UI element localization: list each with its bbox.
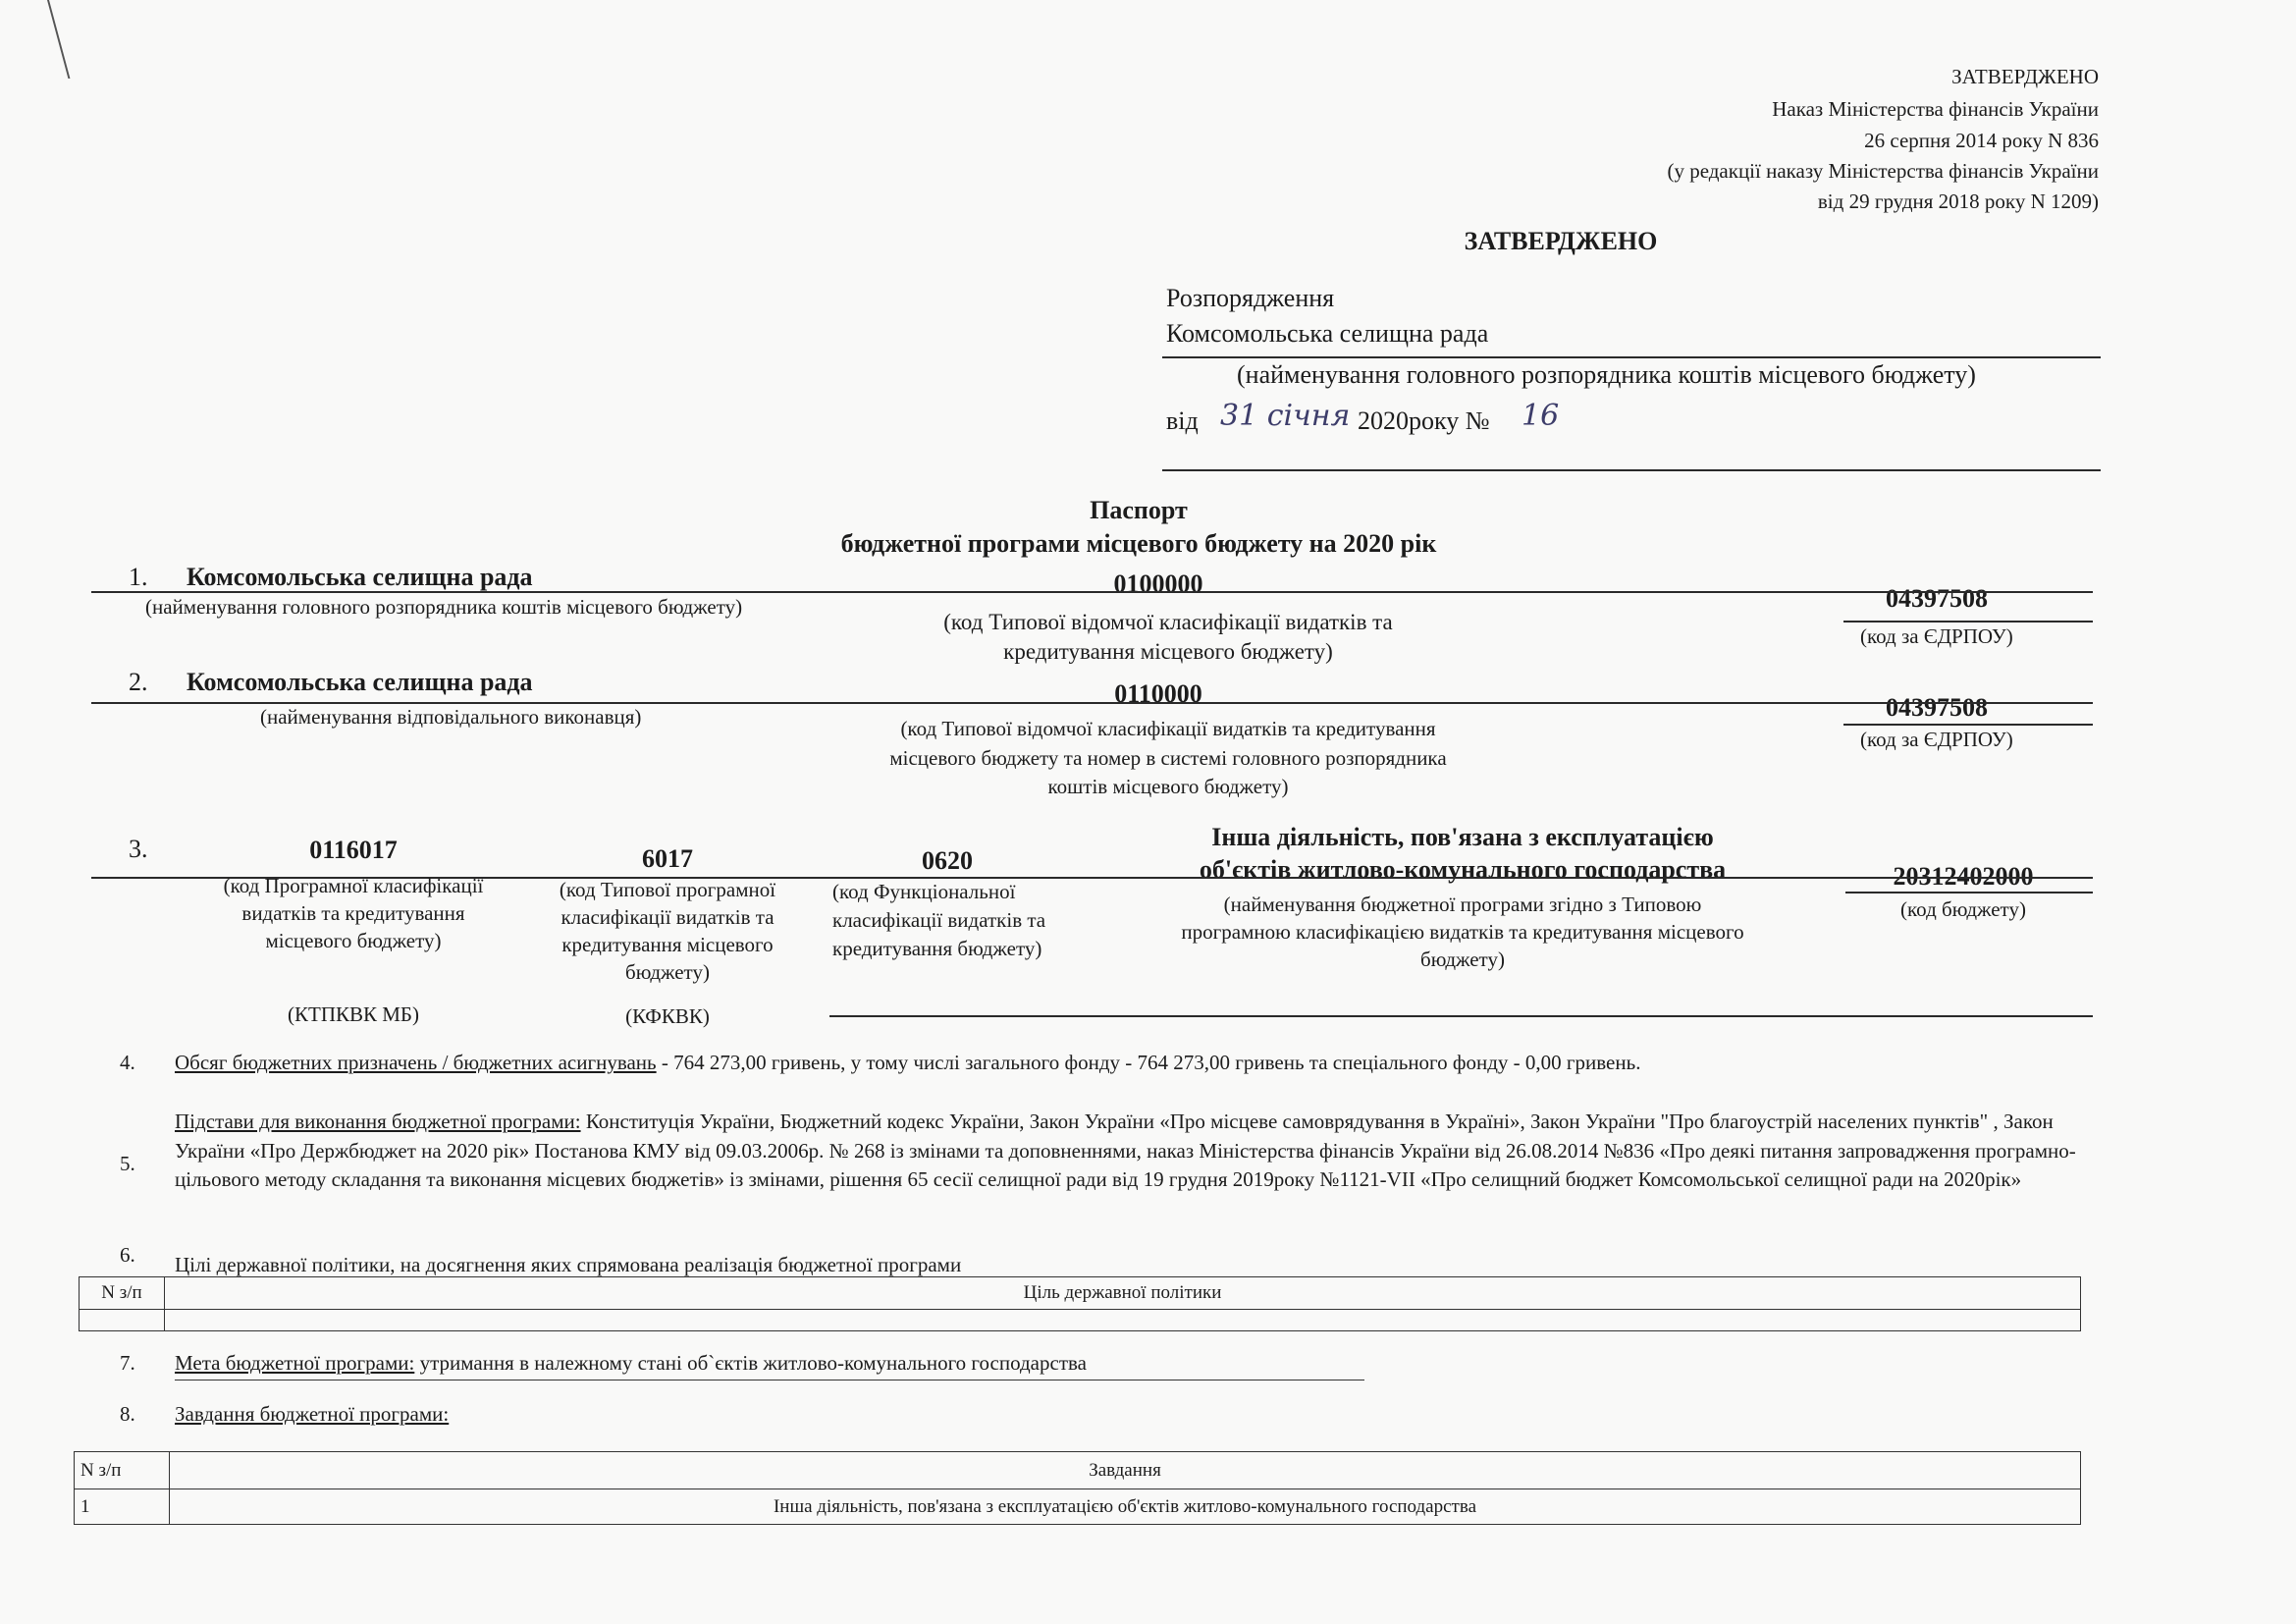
function-caption-1: (код Функціональної	[832, 880, 1016, 903]
tasks-col-task: Завдання	[170, 1452, 2081, 1489]
approved-title: ЗАТВЕРДЖЕНО	[1464, 227, 1658, 255]
budget-code-caption: (код бюджету)	[1900, 897, 2026, 921]
section-1-org-caption: (найменування головного розпорядника коштів місцевого бюджету)	[145, 595, 743, 619]
section-1-code-caption-1: (код Типової відомчої класифікації видатків та	[943, 610, 1393, 634]
kfkvk-caption-1: (код Типової програмної	[559, 878, 776, 901]
kfkvk-caption-3: кредитування місцевого	[561, 933, 774, 956]
section-1-number: 1.	[129, 563, 148, 591]
section-3-bottom-line	[829, 1015, 2093, 1017]
section-5-number: 5.	[120, 1152, 135, 1175]
section-5-text: Конституція України, Бюджетний кодекс України, Закон України «Про місцеве самоврядування в Україні», Закон України "Про благоустрій населених пунктів" , Закон України «Про Держбюджет на 2020 рік» Постанова КМУ від 09.03.2006р. № 268 із змінами та доповненнями, наказ Міністерства фінансів України від 26.08.2014 №836 «Про деякі питання запровадження програмно-цільового методу складання та виконання місцевих бюджетів» із змінами, рішення 65 сесії селищної ради від 19 грудня 2019року №1121-VII «Про селищний бюджет Комсомольської селищної ради на 2020рік»	[175, 1110, 2076, 1191]
goals-cell-goal	[165, 1310, 2081, 1331]
section-1-org: Комсомольська селищна рада	[187, 563, 533, 591]
goals-col-number: N з/п	[80, 1277, 165, 1310]
goals-table-header	[80, 1277, 2081, 1310]
program-name-1: Інша діяльність, пов'язана з експлуатацією	[1211, 823, 1714, 851]
goals-table	[79, 1276, 2081, 1331]
section-1-edrpou-line	[1843, 621, 2093, 623]
section-2-org: Комсомольська селищна рада	[187, 668, 533, 696]
section-1-edrpou-caption: (код за ЄДРПОУ)	[1860, 624, 2013, 648]
section-6-text: Цілі державної політики, на досягнення яких спрямована реалізація бюджетної програми	[175, 1253, 962, 1276]
section-3-budget-line	[1845, 892, 2093, 893]
tasks-table-header	[75, 1452, 2081, 1489]
handwritten-date: 31 січня	[1220, 399, 1351, 433]
paper-fold-mark	[8, 0, 70, 79]
function-caption-2: класифікації видатків та	[832, 908, 1046, 932]
section-2-line	[91, 702, 2093, 704]
tasks-row-number: 1	[75, 1489, 170, 1525]
goals-table-empty-row	[80, 1310, 2081, 1331]
approval-line-2: Наказ Міністерства фінансів України	[1772, 97, 2099, 121]
tasks-col-number: N з/п	[75, 1452, 170, 1489]
budget-code: 20312402000	[1893, 862, 2034, 891]
goals-cell-number	[80, 1310, 165, 1331]
approval-line-4: (у редакції наказу Міністерства фінансів України	[1667, 159, 2099, 183]
section-2-code-caption-2: місцевого бюджету та номер в системі головного розпорядника	[889, 746, 1447, 770]
kfkvk-code: 6017	[642, 844, 693, 873]
handwritten-number: 16	[1522, 399, 1560, 433]
tasks-row-task: Інша діяльність, пов'язана з експлуатацією об'єктів житлово-комунального господарства	[170, 1489, 2081, 1525]
function-caption-3: кредитування бюджету)	[832, 937, 1042, 960]
approved-org-line	[1162, 356, 2101, 358]
approved-doc: Розпорядження	[1166, 284, 1335, 312]
section-2-number: 2.	[129, 668, 148, 696]
goals-col-goal: Ціль державної політики	[165, 1277, 2081, 1310]
section-7-number: 7.	[120, 1351, 135, 1375]
tasks-table-row	[75, 1489, 2081, 1525]
approved-from-label: від	[1166, 406, 1199, 435]
ktpkvk-caption-2: видатків та кредитування	[241, 901, 465, 925]
program-caption-3: бюджету)	[1420, 947, 1505, 971]
approved-org-caption: (найменування головного розпорядника коштів місцевого бюджету)	[1237, 360, 1976, 389]
section-4-label: Обсяг бюджетних призначень / бюджетних асигнувань	[175, 1051, 657, 1074]
program-caption-2: програмною класифікацією видатків та кредитування місцевого	[1181, 920, 1744, 944]
section-1-edrpou: 04397508	[1886, 584, 1988, 613]
program-caption-1: (найменування бюджетної програми згідно з Типовою	[1223, 893, 1702, 916]
program-name-2: об'єктів житлово-комунального господарства	[1199, 855, 1727, 884]
kfkvk-caption-4: бюджету)	[625, 960, 710, 984]
passport-title: Паспорт	[1090, 496, 1188, 524]
section-2-edrpou: 04397508	[1886, 693, 1988, 722]
ktpkvk-abbr: (КТПКВК МБ)	[288, 1002, 419, 1026]
section-7-content	[175, 1351, 1087, 1376]
approved-date-line	[1162, 469, 2101, 471]
passport-subtitle: бюджетної програми місцевого бюджету на 2020 рік	[840, 529, 1437, 558]
approval-line-1: ЗАТВЕРДЖЕНО	[1951, 65, 2099, 88]
section-1-code: 0100000	[1113, 569, 1203, 598]
section-7-label: Мета бюджетної програми:	[175, 1351, 415, 1375]
section-4-text: - 764 273,00 гривень, у тому числі загального фонду - 764 273,00 гривень та спеціального фонду - 0,00 гривень.	[656, 1051, 1641, 1074]
section-1-line-left	[91, 591, 2093, 593]
section-7-text: утримання в належному стані об`єктів житлово-комунального господарства	[414, 1351, 1087, 1375]
approved-year-number: 2020року №	[1358, 406, 1490, 435]
section-1-code-caption-2: кредитування місцевого бюджету)	[1003, 639, 1333, 664]
kfkvk-caption-2: класифікації видатків та	[561, 905, 774, 929]
section-2-code: 0110000	[1114, 679, 1202, 708]
section-6-number: 6.	[120, 1243, 135, 1267]
function-code: 0620	[922, 846, 973, 875]
ktpkvk-code: 0116017	[309, 836, 398, 864]
section-2-org-caption: (найменування відповідального виконавця)	[260, 705, 642, 729]
section-4-number: 4.	[120, 1051, 135, 1074]
section-5-content	[175, 1108, 2099, 1195]
section-4-content	[175, 1051, 1640, 1075]
tasks-table	[74, 1451, 2081, 1525]
section-2-edrpou-line	[1843, 724, 2093, 726]
approval-line-5: від 29 грудня 2018 року N 1209)	[1817, 189, 2099, 213]
approved-org: Комсомольська селищна рада	[1166, 319, 1489, 348]
approval-line-3: 26 серпня 2014 року N 836	[1864, 129, 2099, 152]
section-5-label: Підстави для виконання бюджетної програми:	[175, 1110, 581, 1133]
section-2-edrpou-caption: (код за ЄДРПОУ)	[1860, 728, 2013, 751]
ktpkvk-caption-1: (код Програмної класифікації	[223, 874, 484, 897]
ktpkvk-caption-3: місцевого бюджету)	[265, 929, 442, 952]
kfkvk-abbr: (КФКВК)	[625, 1004, 710, 1028]
section-3-number: 3.	[129, 835, 148, 863]
section-2-code-caption-1: (код Типової відомчої класифікації видатків та кредитування	[900, 717, 1436, 740]
section-8-number: 8.	[120, 1402, 135, 1426]
section-8-label: Завдання бюджетної програми:	[175, 1402, 450, 1426]
section-2-code-caption-3: коштів місцевого бюджету)	[1047, 775, 1289, 798]
